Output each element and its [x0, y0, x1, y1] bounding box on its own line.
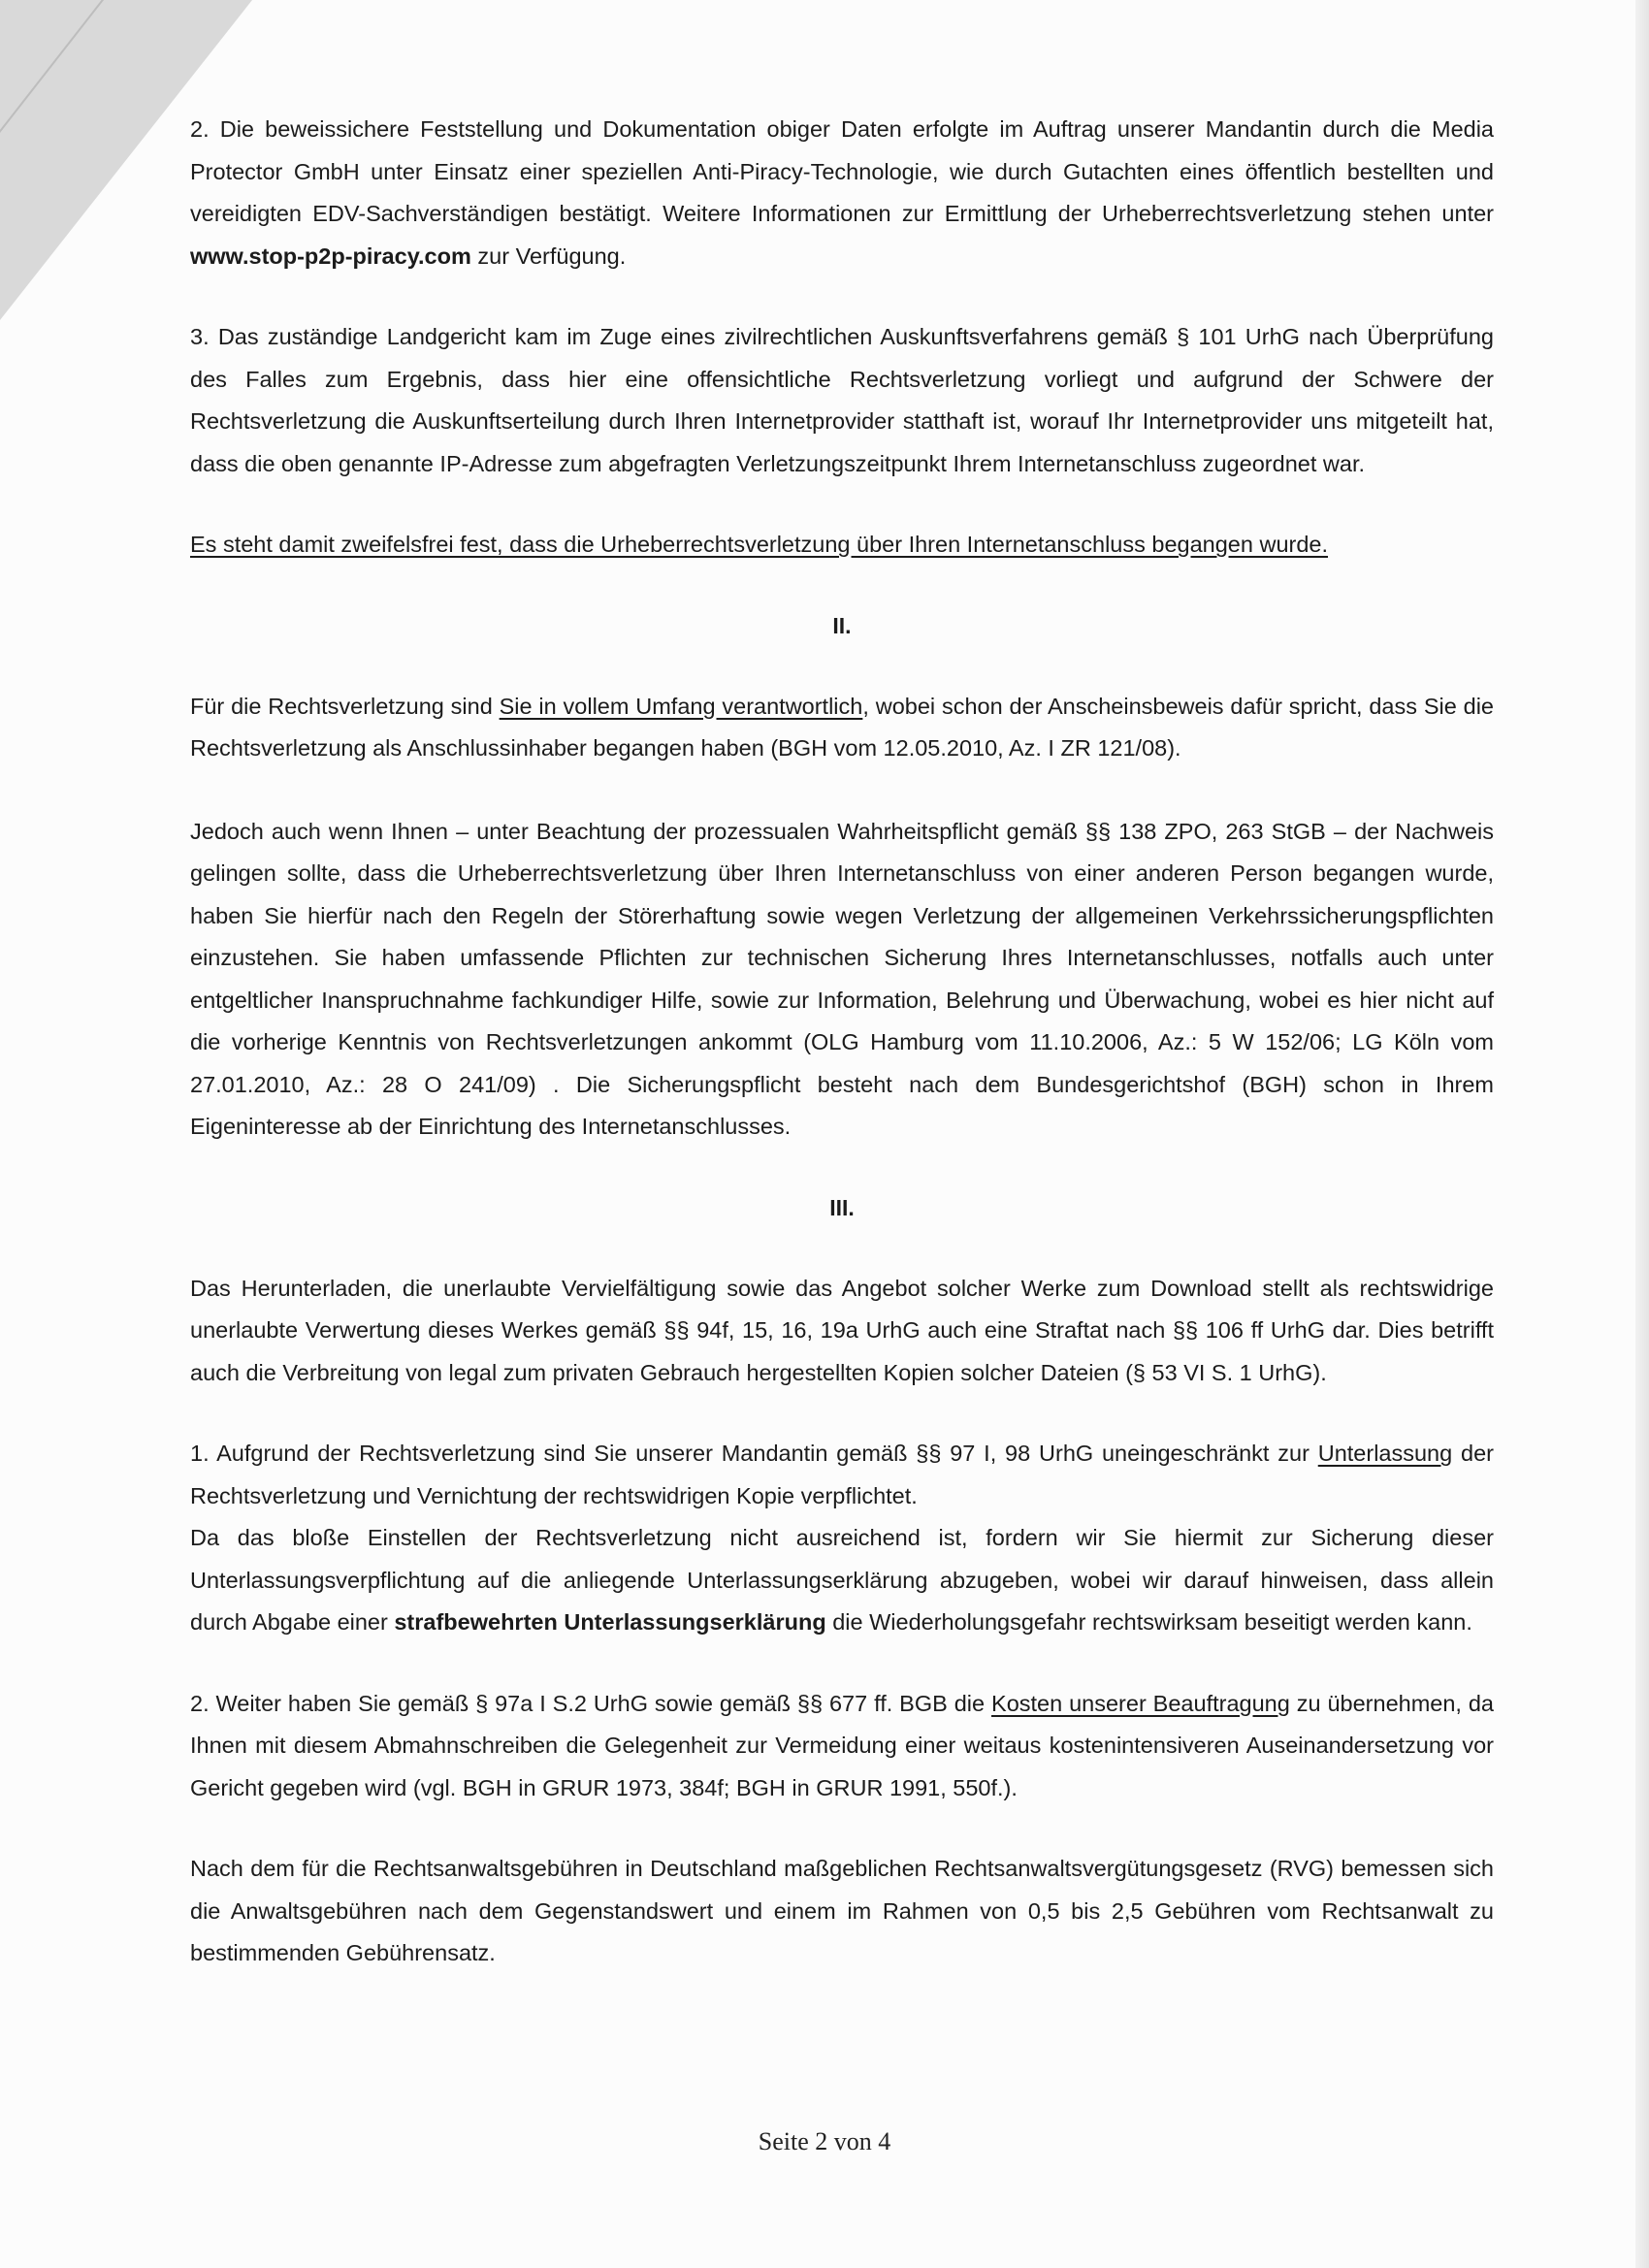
paragraph-unterlassung-cont	[190, 1517, 1494, 1644]
unterlassung-text-a: 1. Aufgrund der Rechtsverletzung sind Sie unserer Mandantin gemäß §§ 97 I, 98 UrhG uneingeschränkt zur	[190, 1441, 1318, 1466]
kosten-text-a: 2. Weiter haben Sie gemäß § 97a I S.2 UrhG sowie gemäß §§ 677 ff. BGB die	[190, 1690, 992, 1716]
responsibility-text-b: , wobei schon der Anscheinsbeweis dafür spricht, dass Sie die Rechtsverletzung als Anschlussinhaber begangen haben (BGH vom 12.05.2010, Az. I ZR 121/08).	[190, 693, 1494, 761]
unterlassung-underlined: Unterlassung	[1317, 1441, 1453, 1466]
paragraph-unterlassung	[190, 1433, 1494, 1517]
paragraph-responsibility	[190, 686, 1494, 770]
unterlassung-bold: strafbewehrten Unterlassungserklärung	[394, 1609, 826, 1635]
unterlassung-text-b: der Rechtsverletzung und Vernichtung der rechtswidrigen Kopie verpflichtet.	[190, 1441, 1494, 1508]
kosten-text-b: zu übernehmen, da Ihnen mit diesem Abmahnschreiben die Gelegenheit zur Vermeidung einer weitaus kostenintensiveren Auseinandersetzung vor Gericht gegeben wird (vgl. BGH in GRUR 1973, 384f; BGH in GRUR 1991, 550f.).	[190, 1690, 1495, 1800]
conclusion-statement: Es steht damit zweifelsfrei fest, dass die Urheberrechtsverletzung über Ihren Internetanschluss begangen wurde.	[190, 532, 1329, 557]
page-number: Seite 2 von 4	[758, 2127, 891, 2155]
paragraph-download: Das Herunterladen, die unerlaubte Vervielfältigung sowie das Angebot solcher Werke zum Download stellt als rechtswidrige unerlaubte Verwertung dieses Werkes gemäß §§ 94f, 15, 16, 19a UrhG auch eine Straftat nach §§ 106 ff UrhG dar. Dies betrifft auch die Verbreitung von legal zum privaten Gebrauch hergestellten Kopien solcher Dateien (§ 53 VI S. 1 UrhG).	[190, 1275, 1494, 1385]
paragraph-rvg: Nach dem für die Rechtsanwaltsgebühren in Deutschland maßgeblichen Rechtsanwaltsvergütungsgesetz (RVG) bemessen sich die Anwaltsgebühren nach dem Gegenstandswert und einem im Rahmen von 0,5 bis 2,5 Gebühren vom Rechtsanwalt zu bestimmenden Gebührensatz.	[190, 1856, 1494, 1965]
paragraph-kosten	[190, 1683, 1494, 1810]
paragraph-court: 3. Das zuständige Landgericht kam im Zuge eines zivilrechtlichen Auskunftsverfahrens gemäß § 101 UrhG nach Überprüfung des Falles zum Ergebnis, dass hier eine offensichtliche Rechtsverletzung vorliegt und aufgrund der Schwere der Rechtsverletzung die Auskunftserteilung durch Ihren Internetprovider statthaft ist, worauf Ihr Internetprovider uns mitgeteilt hat, dass die oben genannte IP-Adresse zum abgefragten Verletzungszeitpunkt Ihrem Internetanschluss zugeordnet war.	[190, 324, 1494, 476]
website-link: www.stop-p2p-piracy.com	[190, 243, 471, 269]
paragraph-evidence-end: zur Verfügung.	[470, 243, 627, 269]
kosten-underlined: Kosten unserer Beauftragung	[991, 1690, 1290, 1716]
unterlassung-text-c: Da das bloße Einstellen der Rechtsverletzung nicht ausreichend ist, fordern wir Sie hiermit zur Sicherung dieser Unterlassungsverpflichtung auf die anliegende Unterlassungserklärung abzugeben, wobei wir darauf hinweisen, dass allein durch Abgabe einer	[190, 1525, 1494, 1635]
responsibility-text-a: Für die Rechtsverletzung sind	[190, 693, 500, 719]
section-heading-iii: III.	[829, 1194, 855, 1220]
paragraph-evidence-text: 2. Die beweissichere Feststellung und Dokumentation obiger Daten erfolgte im Auftrag unserer Mandantin durch die Media Protector GmbH unter Einsatz einer speziellen Anti-Piracy-Technologie, wie durch Gutachten eines öffentlich bestellten und vereidigten EDV-Sachverständigen bestätigt. Weitere Informationen zur Ermittlung der Urheberrechtsverletzung stehen unter	[190, 116, 1494, 226]
page-edge	[1635, 0, 1649, 2268]
unterlassung-text-d: die Wiederholungsgefahr rechtswirksam beseitigt werden kann.	[825, 1609, 1472, 1635]
paragraph-stoererhaftung: Jedoch auch wenn Ihnen – unter Beachtung der prozessualen Wahrheitspflicht gemäß §§ 138 ZPO, 263 StGB – der Nachweis gelingen sollte, dass die Urheberrechtsverletzung über Ihren Internetanschluss von einer anderen Person begangen wurde, haben Sie hierfür nach den Regeln der Störerhaftung sowie wegen Verletzung der allgemeinen Verkehrssicherungspflichten einzustehen. Sie haben umfassende Pflichten zur technischen Sicherung Ihres Internetanschlusses, notfalls auch unter entgeltlicher Inanspruchnahme fachkundiger Hilfe, sowie zur Information, Belehrung und Überwachung, wobei es hier nicht auf die vorherige Kenntnis von Rechtsverletzungen ankommt (OLG Hamburg vom 11.10.2006, Az.: 5 W 152/06; LG Köln vom 27.01.2010, Az.: 28 O 241/09) . Die Sicherungspflicht besteht nach dem Bundesgerichtshof (BGH) schon in Ihrem Eigeninteresse ab der Einrichtung des Internetanschlusses.	[190, 818, 1494, 1139]
responsibility-underlined: Sie in vollem Umfang verantwortlich	[499, 693, 863, 719]
section-heading-ii: II.	[832, 612, 852, 638]
letter-body	[190, 109, 1494, 1975]
paragraph-evidence	[190, 109, 1494, 277]
